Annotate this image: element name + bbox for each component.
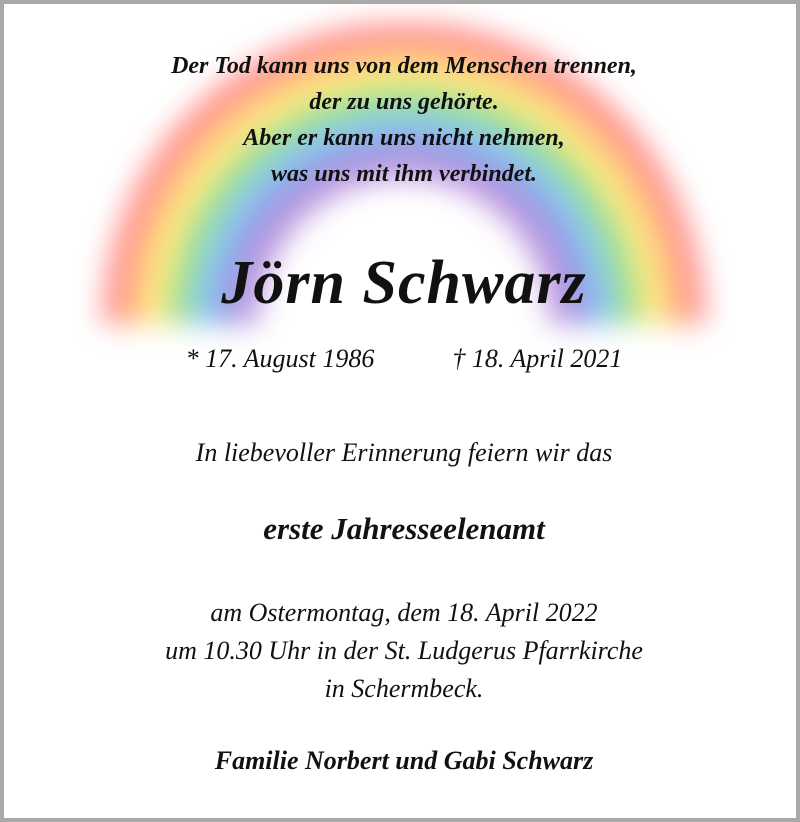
birth-date: * 17. August 1986: [185, 344, 375, 373]
verse-line-1: Der Tod kann uns von dem Menschen trennen,: [171, 53, 637, 79]
service-date: am Ostermontag, dem 18. April 2022: [210, 598, 598, 627]
service-time-place: um 10.30 Uhr in der St. Ludgerus Pfarrkirche: [165, 636, 643, 665]
verse-line-3: Aber er kann uns nicht nehmen,: [243, 125, 565, 151]
family-signature: Familie Norbert und Gabi Schwarz: [214, 746, 594, 775]
verse-line-2: der zu uns gehörte.: [309, 89, 499, 115]
remembrance-intro: In liebevoller Erinnerung feiern wir das: [195, 438, 613, 467]
service-town: in Schermbeck.: [324, 674, 484, 703]
memorial-verse: [4, 48, 800, 192]
death-date: † 18. April 2021: [452, 344, 623, 373]
deceased-name: Jörn Schwarz: [221, 249, 587, 317]
mass-title: erste Jahresseelenamt: [263, 511, 545, 546]
service-details: [4, 594, 800, 708]
verse-line-4: was uns mit ihm verbindet.: [270, 161, 538, 187]
life-dates: [4, 344, 800, 374]
